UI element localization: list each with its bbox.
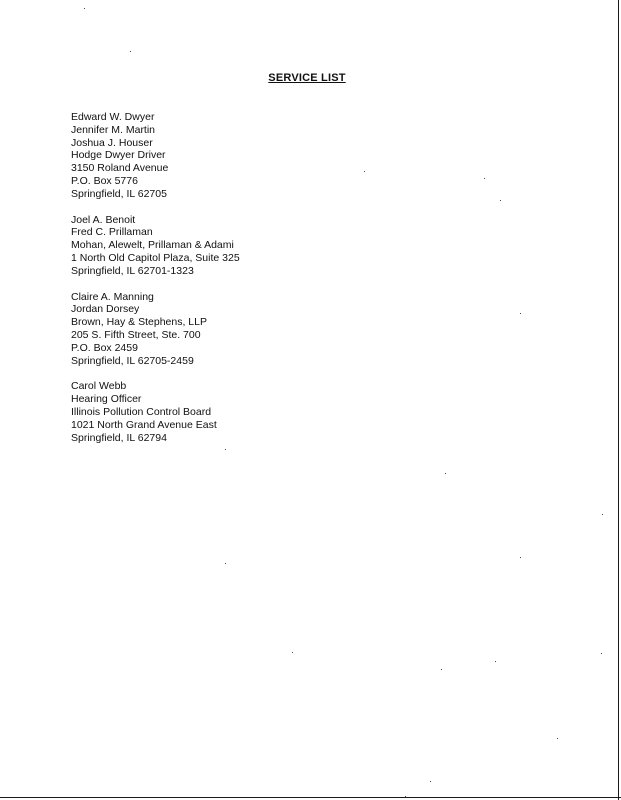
- entry-line: Springfield, IL 62705: [71, 187, 167, 200]
- scan-speck: [364, 171, 365, 172]
- page-title: SERVICE LIST: [268, 72, 346, 84]
- entry-line: Fred C. Prillaman: [71, 226, 153, 239]
- scan-speck: [441, 669, 442, 670]
- entry-line: Springfield, IL 62705-2459: [71, 354, 194, 367]
- entry-line: Jordan Dorsey: [71, 303, 140, 316]
- scan-speck: [495, 661, 496, 662]
- entry-line: Brown, Hay & Stephens, LLP: [71, 316, 207, 329]
- service-entry-benoit: [71, 214, 431, 278]
- entry-line: Claire A. Manning: [71, 290, 154, 303]
- entry-line: Springfield, IL 62701-1323: [71, 264, 194, 277]
- entry-line: Hodge Dwyer Driver: [71, 149, 166, 162]
- scan-speck: [405, 796, 406, 797]
- entry-line: Jennifer M. Martin: [71, 123, 156, 136]
- scan-speck: [430, 781, 431, 782]
- scan-speck: [520, 557, 521, 558]
- entry-line: P.O. Box 2459: [71, 341, 138, 354]
- entry-line: P.O. Box 5776: [71, 174, 138, 187]
- scan-speck: [520, 313, 521, 314]
- scan-speck: [557, 738, 558, 739]
- scan-speck: [601, 653, 602, 654]
- scan-speck: [225, 449, 226, 450]
- scan-speck: [484, 178, 485, 179]
- scan-edge-bottom: [0, 797, 621, 798]
- entry-line: Joshua J. Houser: [71, 136, 153, 149]
- service-entry-webb: [71, 380, 431, 444]
- scan-speck: [130, 51, 131, 52]
- entry-line: Illinois Pollution Control Board: [71, 405, 212, 418]
- entry-line: Mohan, Alewelt, Prillaman & Adami: [71, 239, 234, 252]
- scan-speck: [500, 200, 501, 201]
- scan-speck: [84, 8, 85, 9]
- service-list: [71, 111, 431, 457]
- entry-line: 205 S. Fifth Street, Ste. 700: [71, 328, 201, 341]
- service-entry-manning: [71, 291, 431, 368]
- entry-line: 3150 Roland Avenue: [71, 162, 169, 175]
- scan-edge-right: [618, 0, 619, 800]
- scan-speck: [602, 514, 603, 515]
- entry-line: 1 North Old Capitol Plaza, Suite 325: [71, 251, 240, 264]
- scan-speck: [292, 652, 293, 653]
- entry-line: Springfield, IL 62794: [71, 431, 167, 444]
- entry-line: Carol Webb: [71, 380, 127, 393]
- entry-line: Edward W. Dwyer: [71, 111, 155, 123]
- entry-line: Joel A. Benoit: [71, 213, 136, 226]
- scan-speck: [445, 473, 446, 474]
- entry-line: 1021 North Grand Avenue East: [71, 418, 217, 431]
- scan-speck: [225, 563, 226, 564]
- entry-line: Hearing Officer: [71, 393, 142, 406]
- service-entry-dwyer: [71, 111, 431, 201]
